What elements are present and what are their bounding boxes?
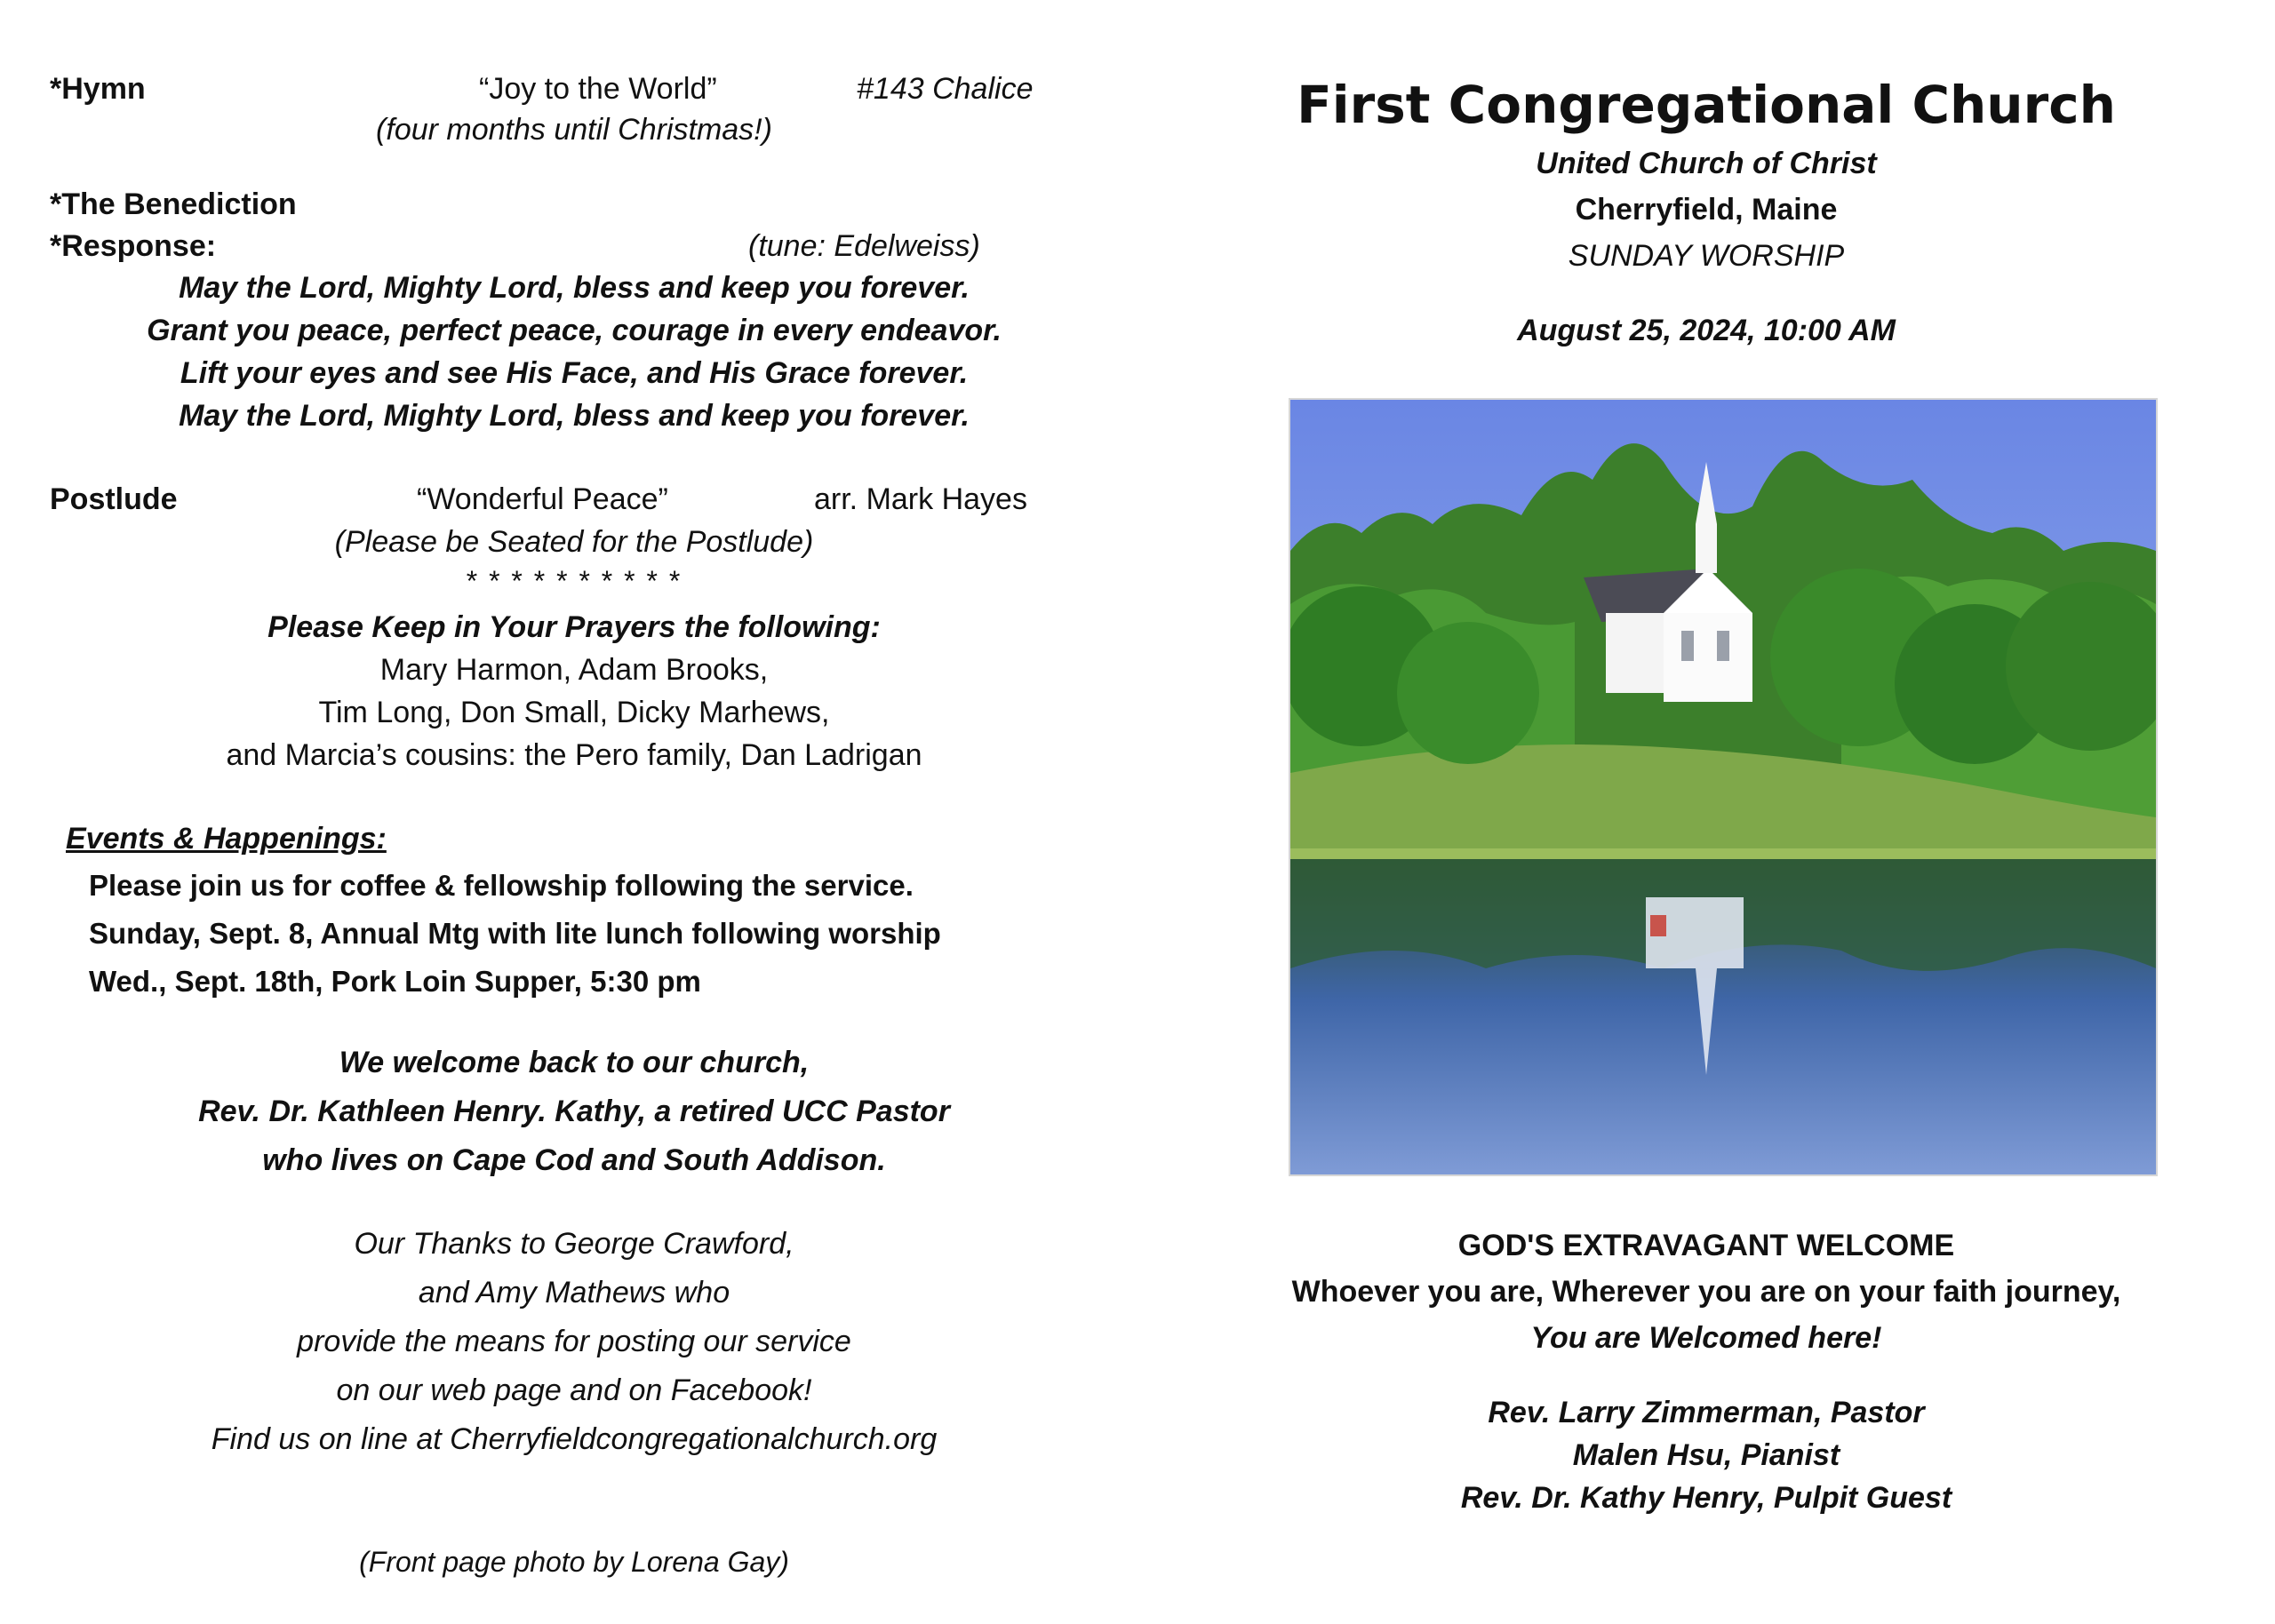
- benediction-label: *The Benediction: [50, 187, 297, 221]
- welcome-back-line: We welcome back to our church,: [339, 1046, 810, 1079]
- response-line: May the Lord, Mighty Lord, bless and keep you forever.: [179, 399, 970, 433]
- hymn-note: (four months until Christmas!): [376, 113, 772, 147]
- response-row: [50, 227, 1045, 266]
- hymn-number: #143 Chalice: [857, 72, 1034, 106]
- service-label: SUNDAY WORSHIP: [1568, 239, 1845, 273]
- staff-guest: Rev. Dr. Kathy Henry, Pulpit Guest: [1460, 1481, 1952, 1515]
- prayers-heading: Please Keep in Your Prayers the following:: [267, 610, 881, 644]
- postlude-label: Postlude: [50, 482, 178, 516]
- denomination: United Church of Christ: [1536, 147, 1877, 180]
- event-item: Please join us for coffee & fellowship following the service.: [89, 869, 914, 902]
- hymn-label: *Hymn: [50, 72, 146, 106]
- postlude-row: [50, 480, 1045, 519]
- staff-pianist: Malen Hsu, Pianist: [1572, 1438, 1840, 1472]
- welcome-back-line: who lives on Cape Cod and South Addison.: [262, 1143, 886, 1177]
- section-divider: * * * * * * * * * *: [466, 565, 682, 597]
- response-line: Lift your eyes and see His Face, and His Grace forever.: [180, 356, 969, 390]
- prayer-line: Mary Harmon, Adam Brooks,: [379, 653, 769, 687]
- postlude-note: (Please be Seated for the Postlude): [334, 525, 814, 559]
- postlude-title: “Wonderful Peace”: [417, 482, 668, 516]
- prayer-line: Tim Long, Don Small, Dicky Marhews,: [318, 696, 830, 729]
- thanks-line: and Amy Mathews who: [418, 1276, 730, 1310]
- thanks-line: on our web page and on Facebook!: [336, 1373, 812, 1407]
- church-location: Cherryfield, Maine: [1575, 193, 1838, 227]
- response-line: May the Lord, Mighty Lord, bless and keep you forever.: [179, 271, 970, 305]
- hymn-row: [50, 69, 1045, 108]
- church-name: First Congregational Church: [1297, 75, 2116, 135]
- service-date-time: August 25, 2024, 10:00 AM: [1517, 314, 1896, 347]
- welcome-line: Whoever you are, Wherever you are on your faith journey,: [1291, 1275, 2121, 1309]
- welcome-heading: GOD'S EXTRAVAGANT WELCOME: [1457, 1229, 1955, 1262]
- bulletin-front-page: [1138, 0, 2275, 1624]
- hymn-title: “Joy to the World”: [479, 72, 717, 106]
- events-heading: Events & Happenings:: [66, 822, 387, 856]
- response-line: Grant you peace, perfect peace, courage in every endeavor.: [147, 314, 1002, 347]
- photo-credit: (Front page photo by Lorena Gay): [359, 1546, 789, 1578]
- response-tune: (tune: Edelweiss): [748, 229, 980, 263]
- prayer-line: and Marcia’s cousins: the Pero family, Dan Ladrigan: [226, 738, 922, 772]
- thanks-line: Our Thanks to George Crawford,: [354, 1227, 794, 1261]
- event-item: Wed., Sept. 18th, Pork Loin Supper, 5:30 pm: [89, 965, 701, 998]
- church-photo: [1290, 400, 2156, 1174]
- event-item: Sunday, Sept. 8, Annual Mtg with lite lunch following worship: [89, 917, 941, 950]
- welcome-back-line: Rev. Dr. Kathleen Henry. Kathy, a retired UCC Pastor: [198, 1095, 950, 1128]
- website-line: Find us on line at Cherryfieldcongregationalchurch.org: [211, 1422, 938, 1456]
- thanks-line: provide the means for posting our service: [297, 1325, 851, 1358]
- events-list: [89, 862, 941, 1006]
- response-label: *Response:: [50, 229, 217, 263]
- welcome-tagline: You are Welcomed here!: [1530, 1321, 1882, 1355]
- postlude-arranger: arr. Mark Hayes: [814, 482, 1027, 516]
- staff-pastor: Rev. Larry Zimmerman, Pastor: [1488, 1396, 1925, 1429]
